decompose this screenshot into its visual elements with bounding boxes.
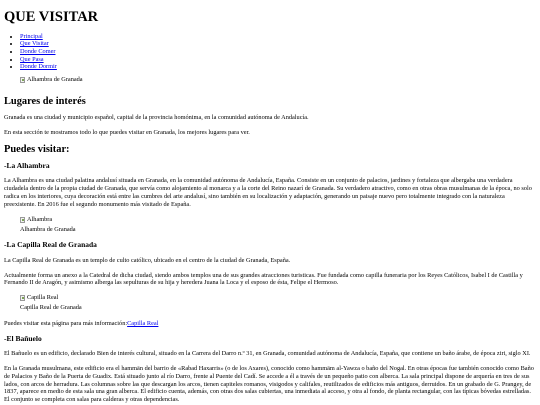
nav-link-donde-dormir[interactable]: Donde Dormir	[20, 63, 57, 71]
section-heading-puedes-visitar: Puedes visitar:	[4, 143, 70, 155]
heading-capilla-real: -La Capilla Real de Granada	[4, 240, 97, 250]
broken-image-icon	[20, 295, 25, 301]
alhambra-image	[20, 216, 52, 224]
nav-link-que-visitar[interactable]: Que Visitar	[20, 40, 49, 48]
lugares-intro: Granada es una ciudad y municipio español, capital de la provincia homónima, en la comunidad autónoma de Andalucía.	[4, 113, 309, 121]
capilla-figure	[20, 294, 536, 312]
banuelo-intro: El Bañuelo es un edificio, declarado Bien de interés cultural, situado en la Carrera del Darro n.º 31, en Granada, comunidad autónoma de Andalucía, España, que contiene un baño árabe, de época ziri, siglo XI.	[4, 350, 531, 358]
lugares-description: En esta sección te mostramos todo lo que puedes visitar en Granada, los mejores lugares para ver.	[4, 128, 250, 136]
capilla-image	[20, 294, 58, 302]
banuelo-text: En la Granada musulmana, este edificio era el hammān del barrio de «Rabad Haxarris» (o de los Axares), conocido como hammām al-Yawza o baño del Nogal. En otras épocas fue también conocido como Baño de Palacios y Baño de la Puerta de Guadix. Está situado junto al río Darro, frente al Puente del Cadí. Se accede a él a través de un pequeño patio con alberca. La sala principal dispone de arquería en tres de sus lados, con arcos de herradura. Las columnas sobre las que descargan los arcos, tienen capiteles romanos, visigodos y califales, reutilizados de edificios más antiguos, derruidos. En un grabado de G. Prangey, de 1837, aparece en medio de esta sala una gran alberca. El edificio cuenta, además, con otras dos salas cubiertas, una inmediata al acceso, y otra al fondo, de planta rectangular, con las típicas bóvedas estrelladas. El conjunto se completa con salas para calderas y otras dependencias.	[4, 364, 534, 404]
capilla-text: Actualmente forma un anexo a la Catedral de dicha ciudad, siendo ambos templos una de sus grandes atracciones turisticas. Fue fundada como capilla funeraria por los Reyes Católicos, Isabel I de Castilla y Fernando II de Aragón, y asimismo alberga las sepulturas de su hija y heredera Juana la Loca y el esposo de ésta, Felipe el Hermoso.	[4, 271, 523, 287]
alhambra-figure	[20, 216, 536, 234]
nav-item-que-visitar	[20, 40, 536, 48]
alhambra-caption: Alhambra de Granada	[20, 225, 76, 233]
heading-banuelo: -El Bañuelo	[4, 333, 42, 343]
page-title: QUE VISITAR	[4, 9, 99, 25]
nav-link-principal[interactable]: Principal	[20, 32, 43, 40]
capilla-caption: Capilla Real de Granada	[20, 304, 82, 312]
main-nav	[4, 33, 536, 71]
heading-alhambra: -La Alhambra	[4, 161, 50, 171]
alhambra-image-alt: Alhambra	[27, 215, 53, 223]
capilla-real-link[interactable]: Capilla Real	[127, 319, 159, 327]
nav-item-donde-comer	[20, 48, 536, 56]
capilla-intro: La Capilla Real de Granada es un templo de culto católico, ubicado en el centro de la ciudad de Granada, España.	[4, 256, 291, 264]
broken-image-icon	[20, 217, 25, 223]
capilla-more-info	[4, 320, 536, 328]
broken-image-icon	[20, 77, 25, 83]
capilla-more-prefix: Puedes visitar esta página para más información:	[4, 319, 128, 327]
alhambra-text: La Alhambra es una ciudad palatina andalusí situada en Granada, en la comunidad autónoma de Andalucía, España. Consiste en un conjunto de palacios, jardines y fortaleza que albergaba una verdadera ciudadela dentro de la propia ciudad de Granada, que servía como alojamiento al monarca y a la corte del Reino nazarí de Granada. Su verdadero atractivo, como en otras obras musulmanas de la época, no solo radica en los interiores, cuya decoración está entre las cumbres del arte andalusí, sino también en su localización y adaptación, generando un paisaje nuevo pero totalmente integrado con la naturaleza preexistente. En 2016 fue el segundo monumento más visitado de España.	[4, 177, 532, 208]
section-heading-lugares: Lugares de interés	[4, 95, 86, 107]
nav-item-donde-dormir	[20, 63, 536, 71]
nav-item-que-pasa	[20, 56, 536, 64]
nav-link-donde-comer[interactable]: Donde Comer	[20, 48, 56, 56]
hero-image	[20, 76, 83, 84]
hero-image-alt: Alhambra de Granada	[27, 75, 83, 83]
nav-link-que-pasa[interactable]: Que Pasa	[20, 55, 44, 63]
nav-item-principal	[20, 33, 536, 41]
capilla-image-alt: Capilla Real	[27, 294, 59, 302]
